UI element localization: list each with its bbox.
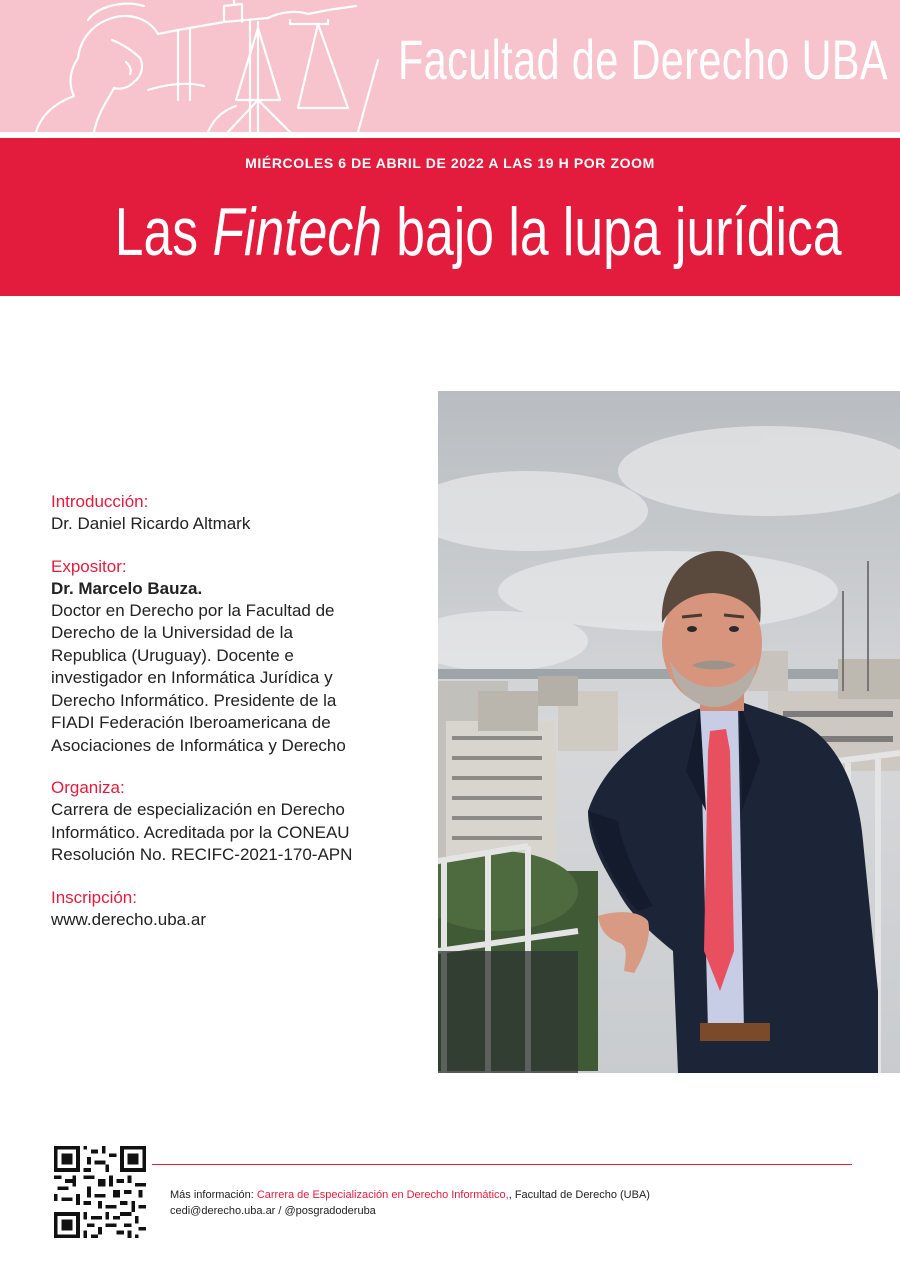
event-title-end: bajo la lupa jurídica [381, 194, 842, 270]
organizer-line: Informático. Acreditada por la CONEAU [51, 822, 350, 842]
speaker-bio-line: investigador en Informática Jurídica y [51, 668, 333, 687]
intro-section [51, 491, 431, 536]
speaker-bio-line: Doctor en Derecho por la Facultad de [51, 600, 335, 620]
speaker-photo [438, 391, 900, 1073]
organizer-line: Resolución No. RECIFC-2021-170-APN [51, 845, 353, 864]
registration-section [51, 887, 431, 932]
speaker-bio-line: Republica (Uruguay). Docente e [51, 645, 294, 665]
speaker-name: Dr. Marcelo Bauza. [51, 578, 203, 598]
faculty-logo-illustration [28, 0, 398, 132]
faculty-text: , Facultad de Derecho (UBA) [508, 1189, 650, 1201]
organizer-section [51, 777, 431, 867]
footer-info [170, 1187, 850, 1219]
speaker-section [51, 556, 431, 758]
speaker-label: Expositor: [51, 556, 127, 576]
event-date: MIÉRCOLES 6 DE ABRIL DE 2022 A LAS 19 H POR ZOOM [245, 155, 655, 171]
program-link[interactable]: Carrera de Especialización en Derecho Informático, [256, 1189, 509, 1201]
footer-more-info [170, 1187, 850, 1203]
speaker-bio-line: FIADI Federación Iberoamericana de [51, 713, 331, 732]
speaker-bio-line: Derecho Informático. Presidente de la [51, 690, 337, 710]
speaker-bio-line: Derecho de la Universidad de la [51, 623, 293, 642]
event-title-emphasis: Fintech [212, 194, 382, 270]
organizer-label: Organiza: [51, 778, 125, 797]
event-info [51, 491, 431, 951]
footer-contact[interactable]: cedi@derecho.uba.ar / @posgradoderuba [170, 1205, 376, 1217]
event-title-start: Las [114, 194, 213, 270]
registration-label: Inscripción: [51, 887, 137, 907]
faculty-title: Facultad de Derecho UBA [398, 28, 888, 91]
event-title [0, 184, 900, 280]
registration-url[interactable]: www.derecho.uba.ar [51, 909, 206, 929]
footer-divider [152, 1164, 852, 1165]
organizer-line: Carrera de especialización en Derecho [51, 800, 345, 819]
intro-label: Introducción: [51, 492, 149, 511]
more-info-label: Más información: [170, 1189, 257, 1201]
qr-code-icon[interactable] [54, 1146, 146, 1238]
speaker-bio-line: Asociaciones de Informática y Derecho [51, 735, 346, 755]
intro-name: Dr. Daniel Ricardo Altmark [51, 514, 251, 533]
